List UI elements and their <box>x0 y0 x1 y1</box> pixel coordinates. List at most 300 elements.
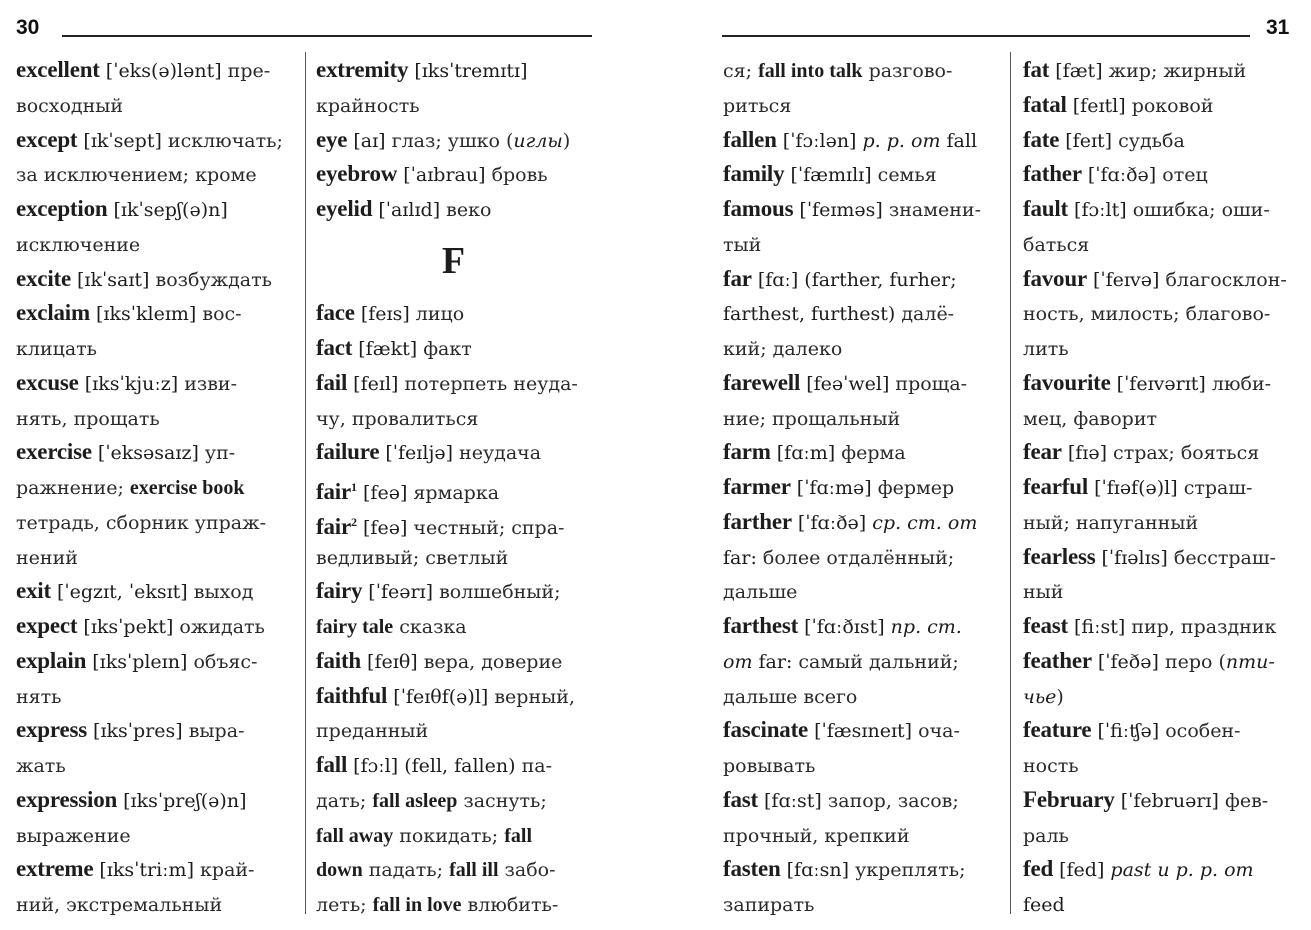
phonetic: [fiːst] <box>1067 616 1132 638</box>
translation: разгово- <box>862 60 953 82</box>
headword: fed <box>1023 856 1054 882</box>
headword: exclaim <box>16 300 90 326</box>
entry-line <box>723 366 997 401</box>
translation: ние; прощальный <box>723 407 901 430</box>
translation: дальше всего <box>723 685 858 708</box>
right-column-2 <box>1023 53 1295 922</box>
entry-line <box>16 53 289 88</box>
entry-line <box>316 852 591 887</box>
entry-line <box>1023 401 1295 436</box>
translation: ность <box>1023 755 1079 777</box>
entry-line <box>723 401 997 436</box>
translation: далё- <box>901 303 955 326</box>
translation: объяс- <box>193 650 258 673</box>
headword: excuse <box>16 369 79 395</box>
column-divider-right <box>1010 52 1011 914</box>
headword: fatal <box>1023 91 1067 117</box>
headword: eye <box>316 126 348 152</box>
translation: сказка <box>393 616 467 638</box>
headword: favourite <box>1023 369 1111 395</box>
entry-line <box>1023 88 1295 123</box>
headword: far <box>723 265 752 291</box>
entry-line <box>16 713 289 748</box>
phonetic: [ɪksˈtremɪtɪ] <box>408 60 528 82</box>
translation: ) <box>562 129 571 152</box>
headword: faith <box>316 647 362 673</box>
phonetic: [ˈfɔːlən] <box>776 129 863 152</box>
phonetic: [feəˈwel] <box>800 372 896 395</box>
entry-line <box>16 192 289 227</box>
translation: более отдалённый; <box>762 546 955 569</box>
headword: excite <box>16 265 71 291</box>
phonetic: [ˈfiːʧə] <box>1091 720 1166 743</box>
translation: мец, фаворит <box>1023 407 1157 430</box>
entry-line <box>16 609 289 644</box>
grammar-note: ср. ст. от <box>872 511 978 534</box>
entry-line <box>723 783 997 818</box>
headword: explain <box>16 647 87 673</box>
translation: фермер <box>877 477 955 499</box>
entry-line <box>1023 713 1295 748</box>
phonetic: far: <box>723 546 763 569</box>
headword: fair <box>316 513 351 539</box>
translation: вос- <box>202 303 242 326</box>
entry-line <box>1023 366 1295 401</box>
headword: fear <box>1023 439 1062 465</box>
headword: famous <box>723 196 794 221</box>
headword: feature <box>1023 717 1092 743</box>
translation: выра- <box>188 720 245 743</box>
entry-line <box>1023 609 1295 644</box>
phonetic: [ɪkˈsepʃ(ə)n] <box>107 199 228 221</box>
translation: возбуждать <box>155 268 272 291</box>
entry-line <box>316 470 591 505</box>
translation: неудача <box>459 442 542 465</box>
phonetic: [fæt] <box>1049 60 1109 82</box>
entry-line <box>16 887 289 922</box>
entry-line <box>16 470 289 505</box>
idiom: fall asleep <box>372 789 458 812</box>
entry-line <box>316 435 591 470</box>
idiom: exercise book <box>129 477 245 499</box>
entry-line <box>723 748 997 783</box>
translation: благосклон- <box>1165 268 1287 291</box>
headword: farmer <box>723 474 791 499</box>
header-rule-left <box>62 35 592 37</box>
entry-line <box>316 123 591 158</box>
translation: забо- <box>498 859 556 882</box>
translation: страх; бояться <box>1113 442 1260 465</box>
headword: exit <box>16 578 51 604</box>
headword: feather <box>1023 647 1092 673</box>
entry-line <box>723 192 997 227</box>
column-divider-left <box>305 52 306 914</box>
phonetic: [feə] <box>356 482 414 504</box>
phonetic: [ˈfeɪvə] <box>1086 268 1166 291</box>
translation: изви- <box>184 372 238 395</box>
headword: extreme <box>16 856 94 882</box>
entry-line <box>1023 852 1295 887</box>
phonetic: [feɪtl] <box>1066 94 1132 117</box>
page-number-right: 31 <box>1266 16 1290 39</box>
translation: крайность <box>316 94 420 117</box>
phonetic: [fɑːst] <box>757 789 828 812</box>
translation: бесстраш- <box>1173 546 1276 569</box>
entry-line <box>1023 123 1295 158</box>
headword: farthest <box>723 613 799 638</box>
phonetic: [fɑː] (farther, furher; <box>751 268 957 291</box>
phonetic: [ˈaɪlɪd] <box>372 199 447 221</box>
entry-line <box>16 852 289 887</box>
grammar-note: иглы <box>513 129 563 152</box>
entry-line <box>723 296 997 331</box>
entry-line <box>316 644 591 679</box>
translation: падать; <box>362 859 450 882</box>
idiom: fall <box>504 824 533 847</box>
entry-line <box>16 505 289 540</box>
entry-line <box>1023 331 1295 366</box>
translation: ный <box>1023 581 1064 604</box>
translation: исключение <box>16 233 141 256</box>
entry-line <box>723 713 997 748</box>
headword: failure <box>316 439 380 465</box>
entry-line <box>723 157 997 192</box>
translation: ошибка; оши- <box>1132 199 1270 221</box>
entry-line <box>316 505 591 540</box>
translation: честный; спра- <box>413 516 565 539</box>
entry-line <box>16 783 289 818</box>
headword: family <box>723 161 785 187</box>
translation: лить <box>1023 338 1069 360</box>
translation: страш- <box>1183 477 1253 499</box>
phonetic: [fɑːm] <box>770 442 842 465</box>
entry-line <box>16 574 289 609</box>
entry-line <box>1023 818 1295 853</box>
headword: expression <box>16 786 118 812</box>
translation: за исключением; кроме <box>16 164 257 187</box>
translation: проща- <box>895 372 968 395</box>
phonetic: [ɪkˈsaɪt] <box>70 268 156 291</box>
phonetic: [ˈfɪəlɪs] <box>1095 546 1174 569</box>
entry-line <box>316 574 591 609</box>
headword: fearless <box>1023 543 1096 569</box>
entry-line <box>723 331 997 366</box>
phonetic: [fɪə] <box>1061 442 1114 465</box>
translation: нений <box>16 546 78 569</box>
entry-line <box>16 331 289 366</box>
entry-line <box>723 123 997 158</box>
translation: веко <box>446 199 492 221</box>
left-column-1 <box>16 53 289 922</box>
headword: fact <box>316 335 353 360</box>
left-column-2-bottom <box>316 296 591 922</box>
translation: выход <box>193 581 254 604</box>
phonetic: [fɑːsn] <box>780 859 856 882</box>
entry-line <box>16 540 289 575</box>
phonetic: feed <box>1023 894 1065 916</box>
headword: fat <box>1023 57 1050 82</box>
translation: семья <box>877 164 937 187</box>
translation: волшебный; <box>439 581 561 604</box>
left-column-2 <box>316 53 591 922</box>
entry-line <box>316 192 591 227</box>
entry-line <box>1023 505 1295 540</box>
grammar-note: от <box>723 650 753 673</box>
translation: жир; жирный <box>1108 60 1247 82</box>
phonetic: far: <box>752 650 799 673</box>
translation: перо ( <box>1164 650 1226 673</box>
headword: farewell <box>723 369 801 395</box>
headword: father <box>1023 161 1082 187</box>
homonym-index: 2 <box>350 514 357 529</box>
entry-line <box>1023 887 1295 922</box>
translation: ражнение; <box>16 477 130 499</box>
idiom: fall away <box>316 824 394 847</box>
grammar-note: чье <box>1023 685 1057 708</box>
headword: fault <box>1023 196 1069 221</box>
translation: заснуть; <box>457 789 547 812</box>
entry-line <box>316 53 591 88</box>
idiom: fall in love <box>372 894 462 916</box>
phonetic: [fed] <box>1053 859 1111 882</box>
grammar-note: p. p. от <box>862 129 941 152</box>
entry-line <box>16 296 289 331</box>
entry-line <box>723 540 997 575</box>
translation: дать; <box>316 789 373 812</box>
translation: фев- <box>1224 789 1269 812</box>
translation: край- <box>200 859 255 882</box>
translation: уп- <box>204 442 236 465</box>
phonetic: [feɪθ] <box>361 650 424 673</box>
translation: пре- <box>227 60 271 82</box>
entry-line <box>16 644 289 679</box>
entry-line <box>316 401 591 436</box>
entry-line <box>723 574 997 609</box>
entry-line <box>723 887 997 922</box>
grammar-note: past и p. p. от <box>1110 859 1254 882</box>
entry-line <box>1023 435 1295 470</box>
entry-line <box>316 296 591 331</box>
headword: excellent <box>16 57 100 82</box>
headword: fasten <box>723 856 781 882</box>
phonetic: [feɪl] <box>347 372 405 395</box>
translation: нять <box>16 685 62 708</box>
translation: ровывать <box>723 755 816 777</box>
entry-line <box>316 609 591 644</box>
phonetic: fall <box>940 129 978 152</box>
entry-line <box>723 470 997 505</box>
entry-line <box>723 644 997 679</box>
entry-line <box>1023 157 1295 192</box>
phonetic: [ˈfeɪθf(ə)l] <box>387 685 495 708</box>
translation: знамени- <box>888 199 981 221</box>
phonetic: [ɪksˈtriːm] <box>93 859 201 882</box>
phonetic: [ɪksˈpreʃ(ə)n] <box>117 789 247 812</box>
entry-line <box>1023 262 1295 297</box>
translation: факт <box>423 338 472 360</box>
phonetic: [ˈfɑːðə] <box>1081 164 1163 187</box>
entry-line <box>1023 748 1295 783</box>
entry-line <box>16 366 289 401</box>
phonetic: [ɪksˈpres] <box>87 720 189 743</box>
headword: eyebrow <box>316 161 398 187</box>
entry-line <box>316 88 591 123</box>
phonetic: [ˈeksəsaɪz] <box>91 442 205 465</box>
translation: ведливый; светлый <box>316 546 509 569</box>
entry-line <box>316 157 591 192</box>
translation: ся; <box>723 60 759 82</box>
entry-line <box>723 818 997 853</box>
translation: чу, провалиться <box>316 407 479 430</box>
headword: faithful <box>316 682 388 708</box>
headword: fearful <box>1023 474 1089 499</box>
idiom: fairy tale <box>316 616 394 638</box>
page-number-left: 30 <box>16 16 40 39</box>
phonetic: [feə] <box>356 516 414 539</box>
phonetic: [ˈfebruərɪ] <box>1114 789 1225 812</box>
entry-line <box>1023 470 1295 505</box>
headword: farm <box>723 439 771 465</box>
entry-line <box>316 713 591 748</box>
entry-line <box>316 748 591 783</box>
translation: роковой <box>1131 94 1214 117</box>
headword: fairy <box>316 578 363 604</box>
entry-line <box>16 157 289 192</box>
phonetic: [fɔːlt] <box>1068 199 1133 221</box>
translation: баться <box>1023 233 1090 256</box>
translation: ярмарка <box>413 482 500 504</box>
entry-line <box>1023 574 1295 609</box>
phonetic: [ˈfɑːmə] <box>790 477 878 499</box>
entry-line <box>16 435 289 470</box>
entry-line <box>316 887 591 922</box>
phonetic: [ˈfæmɪlɪ] <box>784 164 878 187</box>
translation: ) <box>1056 685 1064 708</box>
translation: дальше <box>723 581 798 604</box>
translation: нять, прощать <box>16 407 160 430</box>
entry-line <box>316 331 591 366</box>
entry-line <box>16 748 289 783</box>
translation: потерпеть неуда- <box>404 372 578 395</box>
left-column-2-top <box>316 53 591 227</box>
headword: express <box>16 717 88 743</box>
phonetic: [ˈeks(ə)lənt] <box>99 60 228 82</box>
translation: глаз; ушко ( <box>391 129 514 152</box>
translation: кий; далеко <box>723 338 843 360</box>
idiom: fall into talk <box>758 60 863 82</box>
translation: прочный, крепкий <box>723 824 910 847</box>
entry-line <box>1023 53 1295 88</box>
headword: fair <box>316 479 351 504</box>
phonetic: [ˈfeðə] <box>1091 650 1165 673</box>
translation: ный; напуганный <box>1023 511 1199 534</box>
translation: самый дальний; <box>798 650 959 673</box>
translation: бровь <box>491 164 548 187</box>
phonetic: [ɪksˈkjuːz] <box>78 372 185 395</box>
entry-line <box>1023 296 1295 331</box>
entry-line <box>16 88 289 123</box>
phonetic: [ˈfeərɪ] <box>362 581 440 604</box>
translation: верный, <box>494 685 575 708</box>
entry-line <box>316 366 591 401</box>
translation: лицо <box>415 303 465 326</box>
homonym-index: 1 <box>350 480 357 494</box>
headword: except <box>16 126 78 152</box>
phonetic: [ˈfɑːðə] <box>791 511 873 534</box>
phonetic: [ɪkˈsept] <box>77 129 168 152</box>
header-rule-right <box>722 35 1250 37</box>
phonetic: [ɪksˈpekt] <box>77 616 180 638</box>
headword: expect <box>16 613 78 638</box>
phonetic: farthest, furthest) <box>723 303 902 326</box>
entry-line <box>723 262 997 297</box>
translation: судьба <box>1118 129 1185 152</box>
entry-line <box>16 227 289 262</box>
entry-line <box>16 679 289 714</box>
entry-line <box>1023 192 1295 227</box>
translation: жать <box>16 755 66 777</box>
entry-line <box>316 783 591 818</box>
translation: ферма <box>841 442 906 465</box>
translation: покидать; <box>393 824 505 847</box>
entry-line <box>723 609 997 644</box>
entry-line <box>723 505 997 540</box>
headword: farther <box>723 508 792 534</box>
headword: fate <box>1023 126 1060 152</box>
entry-line <box>723 53 997 88</box>
entry-line <box>16 262 289 297</box>
right-column-1 <box>723 53 997 922</box>
translation: тый <box>723 233 762 256</box>
headword: fail <box>316 369 348 395</box>
phonetic: [ˈfeɪljə] <box>379 442 460 465</box>
phonetic: [ˈfeɪməs] <box>793 199 889 221</box>
translation: выражение <box>16 824 131 847</box>
translation: особен- <box>1165 720 1241 743</box>
idiom: fall ill <box>449 859 499 882</box>
headword: face <box>316 300 355 326</box>
translation: запирать <box>723 894 815 916</box>
translation: запор, засов; <box>827 789 959 812</box>
entry-line <box>1023 783 1295 818</box>
phonetic: [ɪksˈpleɪn] <box>86 650 194 673</box>
translation: раль <box>1023 824 1069 847</box>
headword: February <box>1023 786 1115 812</box>
phonetic: [feɪt] <box>1059 129 1119 152</box>
headword: eyelid <box>316 196 373 221</box>
headword: fascinate <box>723 717 809 743</box>
entry-line <box>1023 679 1295 714</box>
entry-line <box>316 818 591 853</box>
phonetic: [feɪs] <box>354 303 416 326</box>
entry-line <box>723 679 997 714</box>
translation: риться <box>723 94 792 117</box>
headword: extremity <box>316 57 409 82</box>
phonetic: [ˈfɑːðɪst] <box>798 616 891 638</box>
grammar-note: пр. ст. <box>890 616 962 638</box>
translation: клицать <box>16 338 98 360</box>
translation: влюбить- <box>461 894 559 916</box>
translation: пир, праздник <box>1131 616 1277 638</box>
translation: преданный <box>316 720 429 743</box>
translation: ожидать <box>179 616 265 638</box>
entry-line <box>316 679 591 714</box>
entry-line <box>723 435 997 470</box>
translation: отец <box>1162 164 1208 187</box>
entry-line <box>316 540 591 575</box>
phonetic: [aɪ] <box>347 129 392 152</box>
translation: леть; <box>316 894 373 916</box>
